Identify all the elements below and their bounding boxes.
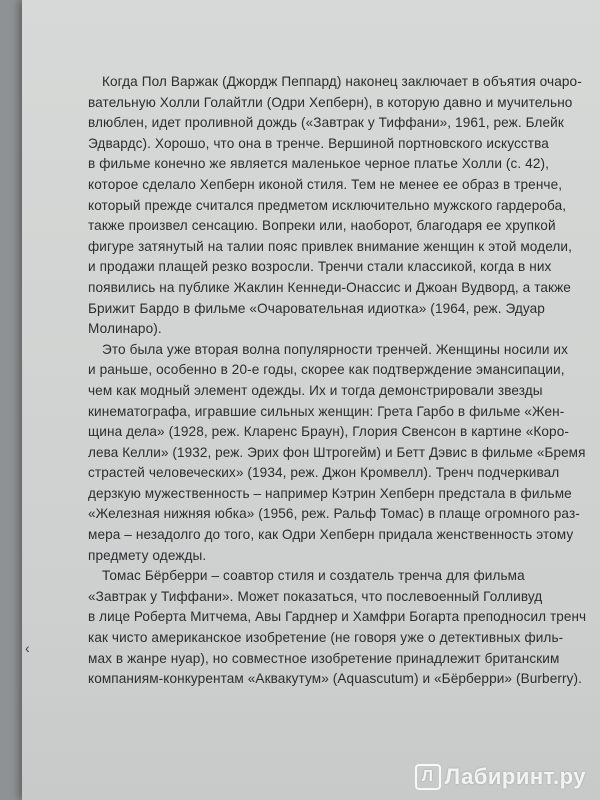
paragraph-2 [88,340,586,567]
text-line: Это была уже вторая волна популярности тренчей. Женщины носили их [102,341,568,357]
text-line: Молинаро). [88,321,162,337]
text-line: появились на публике Жаклин Кеннеди-Онассис и Джоан Вудворд, а также [88,279,571,295]
text-line: вательную Холли Голайтли (Одри Хепберн), в которую давно и мучительно [88,94,573,110]
watermark-logo [415,764,586,790]
text-line: щина дела» (1928, реж. Кларенс Браун), Глория Свенсон в картине «Коро- [88,424,570,440]
text-line: предмету одежды. [88,547,207,563]
text-line: «Железная нижняя юбка» (1956, реж. Ральф Томас) в плаще огромного раз- [88,506,580,522]
text-line: компаниям-конкурентам «Аквакутум» (Aquascutum) и «Бёрберри» (Burberry). [88,671,583,687]
text-line: страстей человеческих» (1934, реж. Джон Кромвелл). Тренч подчеркивал [88,465,560,481]
labirint-icon: Л [415,764,441,790]
text-line: который прежде считался предметом исключительно мужского гардероба, [88,197,567,213]
text-line: дерзкую мужественность – например Кэтрин Хепберн предстала в фильме [88,485,572,501]
text-line: также произвел сенсацию. Вопреки или, наоборот, благодаря ее хрупкой [88,218,556,234]
text-line: Эдвардс). Хорошо, что она в тренче. Вершиной портновского искусства [88,135,549,151]
text-line: Томас Бёрберри – соавтор стиля и создатель тренча для фильма [102,568,525,584]
text-line: влюблен, идет проливной дождь («Завтрак у Тиффани», 1961, реж. Блейк [88,115,564,131]
text-line: мера – незадолго до того, как Одри Хепберн придала женственность этому [88,527,574,543]
text-line: которое сделало Хепберн иконой стиля. Тем не менее ее образ в тренче, [88,176,563,192]
paragraph-3 [88,566,586,690]
text-line: лева Келли» (1932, реж. Эрих фон Штрогейм) и Бетт Дэвис в фильме «Бремя [88,444,586,460]
text-line: чем как модный элемент одежды. Их и тогда демонстрировали звезды [88,382,543,398]
text-line: «Завтрак у Тиффани». Может показаться, что послевоенный Голливуд [88,588,543,604]
text-line: и раньше, особенно в 20-е годы, скорее как подтверждение эмансипации, [88,362,565,378]
text-line: Когда Пол Варжак (Джордж Пеппард) наконец заключает в объятия очаро- [102,74,582,89]
body-text [88,72,586,690]
paragraph-1 [88,72,586,340]
text-line: Брижит Бардо в фильме «Очаровательная идиотка» (1964, реж. Эдуар [88,300,545,316]
text-line: мах в жанре нуар), но совместное изобретение принадлежит британским [88,650,560,666]
text-line: в лице Роберта Митчема, Авы Гарднер и Хамфри Богарта преподносил тренч [88,609,587,625]
text-line: и продажи плащей резко возросли. Тренчи стали классикой, когда в них [88,259,552,275]
text-line: в фильме конечно же является маленькое черное платье Холли (с. 42), [88,156,549,172]
watermark-text: Лабиринт.ру [444,764,586,789]
text-line: фигуре затянутый на талии пояс привлек внимание женщин к этой модели, [88,238,573,254]
book-page [22,0,600,800]
text-line: как чисто американское изобретение (не говоря уже о детективных филь- [88,630,564,646]
text-line: кинематографа, игравшие сильных женщин: Грета Гарбо в фильме «Жен- [88,403,565,419]
margin-tick: ‹ [25,640,30,656]
